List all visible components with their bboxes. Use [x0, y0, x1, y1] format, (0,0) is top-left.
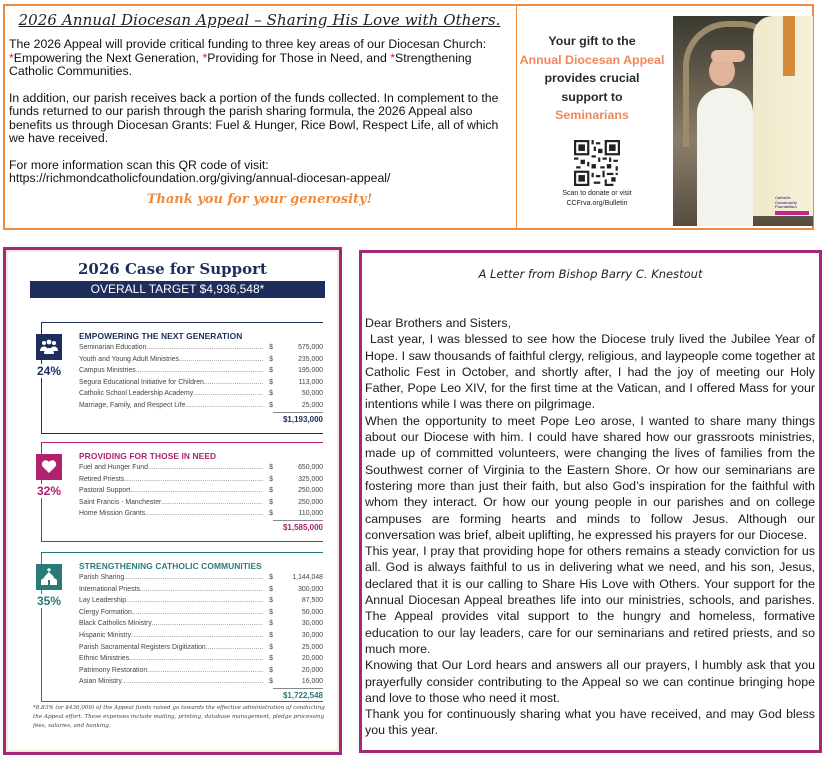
line-item-amount: 235,000	[298, 355, 323, 363]
line-item-label: Parish Sharing	[79, 574, 125, 581]
appeal-intro	[9, 38, 510, 79]
foundation-logo-text: Catholic Community Foundation	[775, 195, 797, 209]
promo-panel	[517, 6, 812, 228]
line-item-amount: 87,500	[301, 597, 323, 605]
line-item-label: Home Mission Grants	[79, 510, 146, 518]
line-item-amount: 20,000	[301, 655, 323, 663]
line-item-label: Segura Educational Initiative for Children	[79, 378, 204, 386]
letter-paragraph: Knowing that Our Lord hears and answers all our prayers, I humbly ask that you prayerfully consider contributing to the Appeal so we can continue bringing hope and love to those who need it most.	[365, 658, 815, 705]
currency-symbol: $	[269, 487, 273, 495]
currency-symbol: $	[269, 378, 273, 386]
section-heading: PROVIDING FOR THOSE IN NEED	[79, 451, 217, 461]
promo-line-3: provides crucial	[544, 71, 640, 85]
line-item-label: Pastoral Support	[79, 487, 131, 495]
line-item-label: Fuel and Hunger Fund	[79, 464, 148, 471]
currency-symbol: $	[269, 344, 273, 351]
line-item-label: Youth and Young Adult Ministries	[79, 355, 180, 363]
line-item-label: Clergy Formation	[79, 608, 132, 616]
letter-paragraph: This year, I pray that providing hope for others remains a steady conviction for us all. God is always faithful to us in delivering what we need, and his son, Jesus, declared that it is our calling to Share His Love with Others. Your support for the Annual Diocesan Appeal breathes life into our ministries, schools, and parishes. The Appeal provides vital support to the hungry and homeless, formative education to our lay leaders, care for our seminarians and retired priests, and so much more.	[365, 544, 815, 656]
currency-symbol: $	[269, 666, 273, 674]
promo-line-2: Annual Diocesan Appeal	[519, 52, 665, 67]
line-item	[79, 354, 323, 366]
area-3: Strengthening Catholic Communities.	[9, 50, 472, 78]
line-item	[79, 388, 323, 400]
line-item-label: Campus Ministries	[79, 367, 136, 375]
line-item-amount: 25,000	[301, 643, 323, 651]
line-item-label: Saint Francis - Manchester	[79, 498, 162, 506]
line-item-label: Catholic School Leadership Academy	[79, 390, 194, 398]
currency-symbol: $	[269, 620, 273, 628]
line-item	[79, 400, 323, 412]
thank-you-text: Thank you for your generosity!	[146, 191, 373, 207]
section-percent: 24%	[30, 364, 68, 378]
line-item	[79, 342, 323, 354]
line-item	[79, 642, 323, 654]
leader-dots	[129, 653, 263, 665]
line-item-amount: 50,000	[301, 390, 323, 398]
line-item-label: Patrimony Restoration	[79, 666, 148, 674]
leader-dots	[126, 595, 263, 607]
case-for-support-panel	[3, 247, 342, 755]
line-item	[79, 676, 323, 688]
line-item	[79, 584, 323, 596]
letter-paragraph: Last year, I was blessed to see how the Diocese truly lived the Jubilee Year of Hope. I saw thousands of faithful clergy, religious, and laypeople come together at Catholic Fest in October, and shortly after, I had the joy of meeting our Holy Father, Pope Leo XIV, for the first time at the Vatican, and I offered Mass for your intentions while I was there on pilgrimage.	[365, 332, 815, 412]
info-line: For more information scan this QR code of visit:	[9, 157, 269, 172]
promo-line-4: support to	[561, 89, 623, 104]
heart-icon	[36, 454, 62, 480]
appeal-parish-paragraph: In addition, our parish receives back a portion of the funds collected. In complement to the funds returned to our parish through the parish sharing formula, the 2026 Appeal also benefits us through Diocesan Grants: Fuel & Hunger, Rice Bowl, Respect Life, all of which we have received.	[9, 90, 499, 145]
section-total: $1,722,548	[273, 688, 323, 700]
leader-dots	[147, 665, 263, 677]
currency-symbol: $	[269, 355, 273, 363]
photo-stole	[783, 16, 795, 76]
currency-symbol: $	[269, 390, 273, 398]
line-item	[79, 497, 323, 509]
line-item-label: Lay Leadership	[79, 597, 127, 605]
ordination-photo	[673, 16, 813, 226]
section-items	[79, 572, 323, 700]
letter-paragraph: When the opportunity to meet Pope Leo arose, I wanted to share many things about our Diocese with him. I could have shared how our grassroots ministries, made up of committed volunteers, were changing the lives of families from the Southwest corner of Virginia to the Eastern Shore. Or how our seminarians are fostering more than just their faith, but also God’s inspiration for the faithful with whom they interact. Or how our young people in our parishes and on college campuses are forming hearts and minds to follow Jesus. Although our conversation was brief, albeit uplifting, he expressed his prayers for our Diocese.	[365, 413, 815, 542]
line-item-amount: 575,000	[298, 344, 323, 351]
leader-dots	[152, 618, 263, 630]
case-title: 2026 Case for Support	[78, 260, 267, 278]
currency-symbol: $	[269, 475, 273, 483]
case-footnote: *8.83% (or $436,000) of the Appeal funds raised go towards the effective administration of conducting the Appeal effort. These expenses include mailing, printing, database management, pledge processing fees, salaries, and banking.	[33, 705, 325, 730]
line-item	[79, 508, 323, 520]
qr-code-icon[interactable]	[574, 140, 620, 186]
foundation-logo	[775, 196, 809, 220]
case-section	[36, 322, 323, 434]
area-1: Empowering the Next Generation,	[13, 50, 200, 65]
qr-caption	[517, 189, 677, 209]
leader-dots	[145, 508, 263, 520]
line-item	[79, 572, 323, 584]
qr-caption-link[interactable]: CCFrva.org/Bulletin	[566, 200, 628, 207]
line-item-amount: 325,000	[298, 475, 323, 483]
line-item-amount: 250,000	[298, 498, 323, 506]
letter-body	[365, 315, 815, 739]
leader-dots	[124, 474, 263, 486]
line-item	[79, 653, 323, 665]
line-item	[79, 485, 323, 497]
promo-text	[517, 32, 667, 125]
currency-symbol: $	[269, 498, 273, 506]
currency-symbol: $	[269, 631, 273, 639]
line-item-amount: 30,000	[301, 620, 323, 628]
leader-dots	[131, 630, 263, 642]
star-marker: *	[202, 50, 208, 65]
line-item-amount: 20,000	[301, 666, 323, 674]
line-item-label: International Priests	[79, 585, 140, 593]
line-item-label: Ethnic Ministries	[79, 655, 130, 663]
line-item-amount: 16,000	[301, 678, 323, 686]
letter-salutation: Dear Brothers and Sisters,	[365, 316, 511, 330]
currency-symbol: $	[269, 367, 273, 375]
line-item-label: Asian Ministry	[79, 678, 122, 686]
appeal-title: 2026 Annual Diocesan Appeal – Sharing His Love with Others.	[18, 11, 501, 29]
line-item-amount: 1,144,048	[292, 574, 323, 581]
leader-dots	[146, 342, 263, 354]
leader-dots	[161, 497, 263, 509]
line-item	[79, 595, 323, 607]
appeal-text-panel	[5, 6, 517, 228]
line-item-label: Marriage, Family, and Respect Life	[79, 401, 186, 409]
line-item-amount: 300,000	[298, 585, 323, 593]
overall-target-banner: OVERALL TARGET $4,936,548*	[30, 281, 325, 298]
bishop-letter-panel	[359, 250, 822, 753]
leader-dots	[122, 676, 263, 688]
currency-symbol: $	[269, 655, 273, 663]
section-percent: 35%	[30, 594, 68, 608]
currency-symbol: $	[269, 608, 273, 616]
leader-dots	[124, 572, 263, 584]
foundation-logo-bar	[775, 211, 809, 215]
section-total: $1,585,000	[273, 520, 323, 532]
section-items	[79, 462, 323, 532]
line-item	[79, 474, 323, 486]
line-item-label: Seminarian Education	[79, 344, 147, 351]
line-item-amount: 195,000	[298, 367, 323, 375]
appeal-banner	[3, 4, 814, 230]
line-item	[79, 630, 323, 642]
section-heading: EMPOWERING THE NEXT GENERATION	[79, 331, 243, 341]
leader-dots	[185, 400, 263, 412]
line-item-amount: 650,000	[298, 464, 323, 471]
section-percent: 32%	[30, 484, 68, 498]
church-icon	[36, 564, 62, 590]
line-item	[79, 462, 323, 474]
letter-title: A Letter from Bishop Barry C. Knestout	[478, 267, 703, 281]
star-marker: *	[390, 50, 396, 65]
section-total: $1,193,000	[273, 412, 323, 424]
qr-caption-line-1: Scan to donate or visit	[562, 190, 632, 197]
leader-dots	[179, 354, 263, 366]
line-item-amount: 110,000	[298, 510, 323, 518]
leader-dots	[206, 642, 263, 654]
currency-symbol: $	[269, 401, 273, 409]
currency-symbol: $	[269, 510, 273, 518]
case-section	[36, 552, 323, 702]
line-item-amount: 250,000	[298, 487, 323, 495]
line-item-label: Black Catholics Ministry	[79, 620, 152, 628]
appeal-intro-lead: The 2026 Appeal will provide critical funding to three key areas of our Diocesan Church:	[9, 37, 487, 51]
line-item-amount: 25,000	[301, 401, 323, 409]
line-item	[79, 607, 323, 619]
line-item-amount: 113,000	[298, 378, 323, 386]
line-item-amount: 50,000	[301, 608, 323, 616]
letter-paragraph: Thank you for continuously sharing what you have received, and may God bless you this year.	[365, 707, 815, 738]
line-item	[79, 377, 323, 389]
star-marker: *	[9, 50, 14, 65]
line-item	[79, 618, 323, 630]
currency-symbol: $	[269, 643, 273, 651]
case-section	[36, 442, 323, 542]
photo-hand	[711, 50, 745, 62]
promo-line-5: Seminarians	[555, 108, 629, 122]
currency-symbol: $	[269, 464, 273, 471]
area-2: Providing for Those in Need, and	[207, 50, 387, 65]
leader-dots	[140, 584, 263, 596]
leader-dots	[148, 462, 263, 474]
leader-dots	[130, 485, 263, 497]
currency-symbol: $	[269, 585, 273, 593]
line-item-label: Retired Priests	[79, 475, 125, 483]
appeal-info-paragraph	[9, 159, 510, 186]
people-group-icon	[36, 334, 62, 360]
leader-dots	[132, 607, 263, 619]
appeal-url-link[interactable]: https://richmondcatholicfoundation.org/giving/annual-diocesan-appeal/	[9, 171, 391, 185]
photo-kneeling-figure	[697, 88, 753, 226]
currency-symbol: $	[269, 597, 273, 605]
line-item-amount: 30,000	[301, 631, 323, 639]
section-heading: STRENGTHENING CATHOLIC COMMUNITIES	[79, 561, 262, 571]
currency-symbol: $	[269, 678, 273, 686]
line-item	[79, 365, 323, 377]
case-inner	[6, 250, 339, 752]
leader-dots	[204, 377, 263, 389]
promo-line-1: Your gift to the	[548, 34, 636, 48]
currency-symbol: $	[269, 574, 273, 581]
line-item	[79, 665, 323, 677]
leader-dots	[193, 388, 263, 400]
line-item-label: Parish Sacramental Registers Digitization	[79, 643, 206, 651]
section-items	[79, 342, 323, 424]
leader-dots	[136, 365, 263, 377]
line-item-label: Hispanic Ministry	[79, 631, 132, 639]
